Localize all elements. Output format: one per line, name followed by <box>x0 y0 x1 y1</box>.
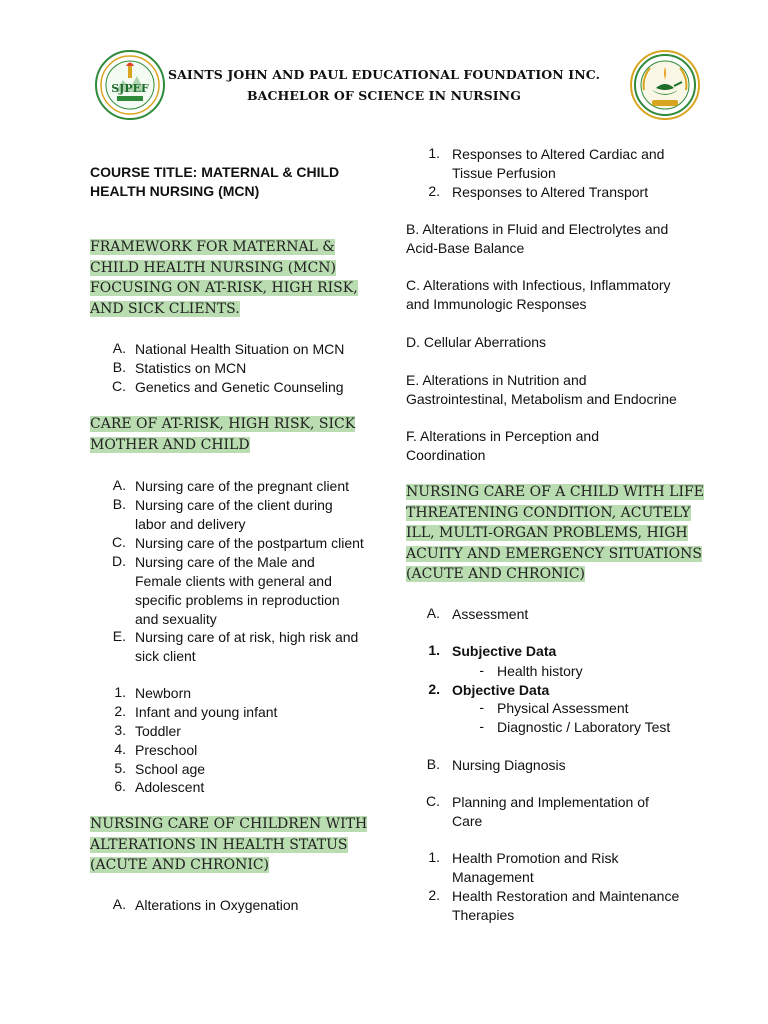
list-item: Objective Data <box>452 682 550 698</box>
list-item: Responses to Altered Transport <box>452 184 649 200</box>
logo-text: SJPEF <box>111 82 149 95</box>
sjpef-logo <box>95 50 165 120</box>
list-item: Newborn <box>135 685 192 701</box>
heading-line: (ACUTE AND CHRONIC) <box>406 566 586 583</box>
list-item: Assessment <box>452 606 529 622</box>
list-marker: 1. <box>114 684 126 700</box>
list-item: Infant and young infant <box>135 704 278 720</box>
list-marker: 5. <box>114 760 126 776</box>
list-marker: A. <box>112 340 126 356</box>
list-item: Nursing care of the pregnant client <box>135 478 350 494</box>
list-marker: 1. <box>428 849 440 865</box>
list-item: Toddler <box>135 723 181 739</box>
list-marker: 6. <box>114 778 126 794</box>
list-marker: 3. <box>114 722 126 738</box>
paragraph: E. Alterations in Nutrition and Gastrointestinal, Metabolism and Endocrine <box>406 372 677 407</box>
heading-line: NURSING CARE OF A CHILD WITH LIFE <box>406 484 704 500</box>
list-marker: 2. <box>428 681 440 697</box>
section-heading <box>90 414 355 455</box>
list-item: Nursing care of at risk, high risk and sick client <box>135 629 359 664</box>
list-marker: A. <box>112 477 126 493</box>
list-item: Health history <box>497 663 583 679</box>
list-marker: D. <box>112 553 126 569</box>
list-item: Physical Assessment <box>497 700 629 716</box>
list-marker: 2. <box>114 703 126 719</box>
heading-line: ALTERATIONS IN HEALTH STATUS <box>90 836 348 853</box>
list-item: Preschool <box>135 742 198 758</box>
list-marker: 1. <box>428 145 440 161</box>
heading-line: THREATENING CONDITION, ACUTELY <box>406 504 691 521</box>
list-item: Health Restoration and Maintenance Therapies <box>452 888 680 923</box>
list-marker: 4. <box>114 741 126 757</box>
list-item: Health Promotion and Risk Management <box>452 850 619 885</box>
list-marker: 1. <box>428 642 440 658</box>
paragraph: F. Alterations in Perception and Coordination <box>406 428 600 463</box>
paragraph: B. Alterations in Fluid and Electrolytes and Acid-Base Balance <box>406 221 669 256</box>
paragraph: D. Cellular Aberrations <box>406 334 547 350</box>
list-marker: 2. <box>428 183 440 199</box>
heading-line: ACUITY AND EMERGENCY SITUATIONS <box>406 545 702 562</box>
list-marker: - <box>479 718 484 734</box>
list-item: Diagnostic / Laboratory Test <box>497 719 671 735</box>
list-item: Responses to Altered Cardiac and Tissue Perfusion <box>452 146 665 181</box>
list-item: Nursing care of the Male and Female clients with general and specific problems in reproduction and sexuality <box>135 554 340 627</box>
list-marker: B. <box>426 756 440 772</box>
list-marker: B. <box>112 496 126 512</box>
heading-line: FRAMEWORK FOR MATERNAL & <box>90 239 335 255</box>
heading-line: MOTHER AND CHILD <box>90 436 250 453</box>
list-item: Subjective Data <box>452 643 557 659</box>
paragraph: C. Alterations with Infectious, Inflammatory and Immunologic Responses <box>406 277 671 312</box>
program-name: BACHELOR OF SCIENCE IN NURSING <box>246 88 521 103</box>
section-heading <box>90 814 367 876</box>
list-marker: C. <box>426 793 440 809</box>
list-item: Nursing care of the client during labor and delivery <box>135 497 333 532</box>
section-heading <box>90 237 358 319</box>
list-marker: C. <box>112 378 126 394</box>
list-marker: A. <box>112 896 126 912</box>
list-item: Nursing care of the postpartum client <box>135 535 364 551</box>
list-item: Alterations in Oxygenation <box>135 897 299 913</box>
list-marker: 2. <box>428 887 440 903</box>
list-item: Genetics and Genetic Counseling <box>135 379 344 395</box>
list-item: Planning and Implementation of Care <box>452 794 649 829</box>
heading-line: CARE OF AT-RISK, HIGH RISK, SICK <box>90 416 356 432</box>
list-marker: C. <box>112 534 126 550</box>
heading-line: (ACUTE AND CHRONIC) <box>90 857 270 874</box>
list-marker: - <box>479 662 484 678</box>
list-item: Adolescent <box>135 779 205 795</box>
course-title-line: COURSE TITLE: MATERNAL & CHILD <box>90 164 340 180</box>
org-name: SAINTS JOHN AND PAUL EDUCATIONAL FOUNDATION INC. <box>167 67 601 82</box>
section-heading <box>406 482 704 585</box>
course-title-line: HEALTH NURSING (MCN) <box>90 183 260 199</box>
list-marker: - <box>479 699 484 715</box>
list-item: Statistics on MCN <box>135 360 247 376</box>
list-item: National Health Situation on MCN <box>135 341 345 357</box>
heading-line: CHILD HEALTH NURSING (MCN) <box>90 259 336 276</box>
list-marker: A. <box>426 605 440 621</box>
heading-line: ILL, MULTI-ORGAN PROBLEMS, HIGH <box>406 525 688 542</box>
heading-line: AND SICK CLIENTS. <box>90 300 240 317</box>
nursing-logo <box>630 50 700 120</box>
list-item: Nursing Diagnosis <box>452 757 566 773</box>
heading-line: FOCUSING ON AT-RISK, HIGH RISK, <box>90 280 358 297</box>
heading-line: NURSING CARE OF CHILDREN WITH <box>90 816 368 832</box>
list-item: School age <box>135 761 206 777</box>
list-marker: E. <box>112 628 126 644</box>
list-marker: B. <box>112 359 126 375</box>
